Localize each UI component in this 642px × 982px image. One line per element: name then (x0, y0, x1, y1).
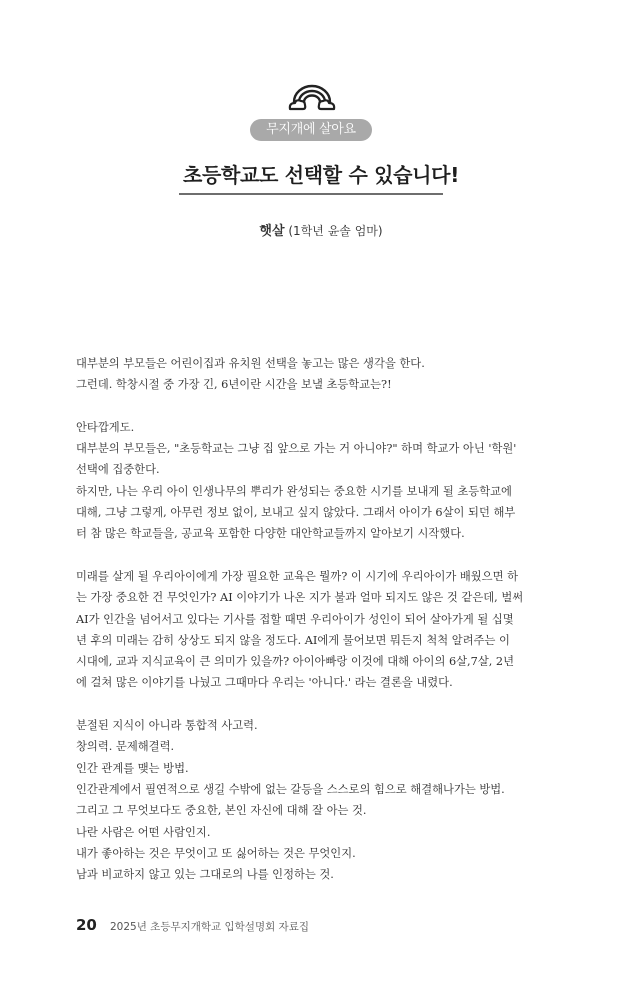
body-line: 안타깝게도. (76, 420, 135, 434)
body-line: 시대에, 교과 지식교육이 큰 의미가 있을까? 아이아빠랑 이것에 대해 아이의 6살,7살, 2년 (76, 655, 515, 669)
article-title: 초등학교도 선택할 수 있습니다! (182, 163, 460, 187)
article-body (76, 353, 566, 885)
body-line: 남과 비교하지 않고 있는 그대로의 나를 인정하는 것. (76, 868, 334, 882)
section-tag: 무지개에 살아요 (250, 119, 372, 141)
author-description: (1학년 윤솔 엄마) (288, 224, 383, 238)
body-line: 년 후의 미래는 감히 상상도 되지 않을 정도다. AI에게 물어보면 뭐든지 척척 알려주는 이 (76, 633, 510, 647)
paragraph-gap (76, 694, 566, 715)
body-line: AI가 인간을 넘어서고 있다는 기사를 접할 때면 우리아이가 성인이 되어 살아가게 될 십몇 (76, 612, 514, 626)
paragraph-gap (76, 545, 566, 566)
page-number: 20 (76, 916, 97, 934)
body-line: 에 걸쳐 많은 이야기를 나눴고 그때마다 우리는 '아니다.' 라는 결론을 내렸다. (76, 676, 453, 690)
author-name: 햇살 (259, 224, 285, 239)
body-line: 나란 사람은 어떤 사람인지. (76, 825, 211, 839)
body-line: 하지만, 나는 우리 아이 인생나무의 뿌리가 완성되는 중요한 시기를 보내게 될 초등학교에 (76, 484, 512, 498)
title-underline (179, 193, 443, 195)
body-line: 대해, 그냥 그렇게, 아무런 정보 없이, 보내고 싶지 않았다. 그래서 아이가 6살이 되던 해부 (76, 506, 516, 520)
rainbow-cloud-icon (288, 84, 336, 112)
page-footer (76, 915, 309, 934)
body-line: 미래를 살게 될 우리아이에게 가장 필요한 교육은 뭘까? 이 시기에 우리아이가 배웠으면 하 (76, 569, 519, 583)
author-byline (0, 221, 642, 242)
body-line: 그런데. 학창시절 중 가장 긴, 6년이란 시간을 보낼 초등학교는?! (76, 378, 392, 392)
publication-title: 2025년 초등무지개학교 입학설명회 자료집 (109, 921, 309, 933)
body-line: 인간 관계를 맺는 방법. (76, 761, 189, 775)
body-line: 내가 좋아하는 것은 무엇이고 또 싫어하는 것은 무엇인지. (76, 846, 356, 860)
body-line: 는 가장 중요한 건 무엇인가? AI 이야기가 나온 지가 불과 얼마 되지도 않은 것 같은데, 벌써 (76, 591, 524, 605)
paragraph-gap (76, 396, 566, 417)
body-line: 터 참 많은 학교들을, 공교육 포함한 다양한 대안학교들까지 알아보기 시작했다. (76, 527, 465, 541)
body-line: 인간관계에서 필연적으로 생길 수밖에 없는 갈등을 스스로의 힘으로 해결해나가는 방법. (76, 782, 505, 796)
body-line: 그리고 그 무엇보다도 중요한, 본인 자신에 대해 잘 아는 것. (76, 804, 367, 818)
body-line: 대부분의 부모들은 어린이집과 유치원 선택을 놓고는 많은 생각을 한다. (76, 357, 425, 370)
body-line: 선택에 집중한다. (76, 463, 160, 477)
body-line: 대부분의 부모들은, "초등학교는 그냥 집 앞으로 가는 거 아니야?" 하며 학교가 아닌 '학원' (76, 442, 517, 456)
body-line: 분절된 지식이 아니라 통합적 사고력. (76, 719, 258, 733)
body-line: 창의력. 문제해결력. (76, 740, 175, 754)
